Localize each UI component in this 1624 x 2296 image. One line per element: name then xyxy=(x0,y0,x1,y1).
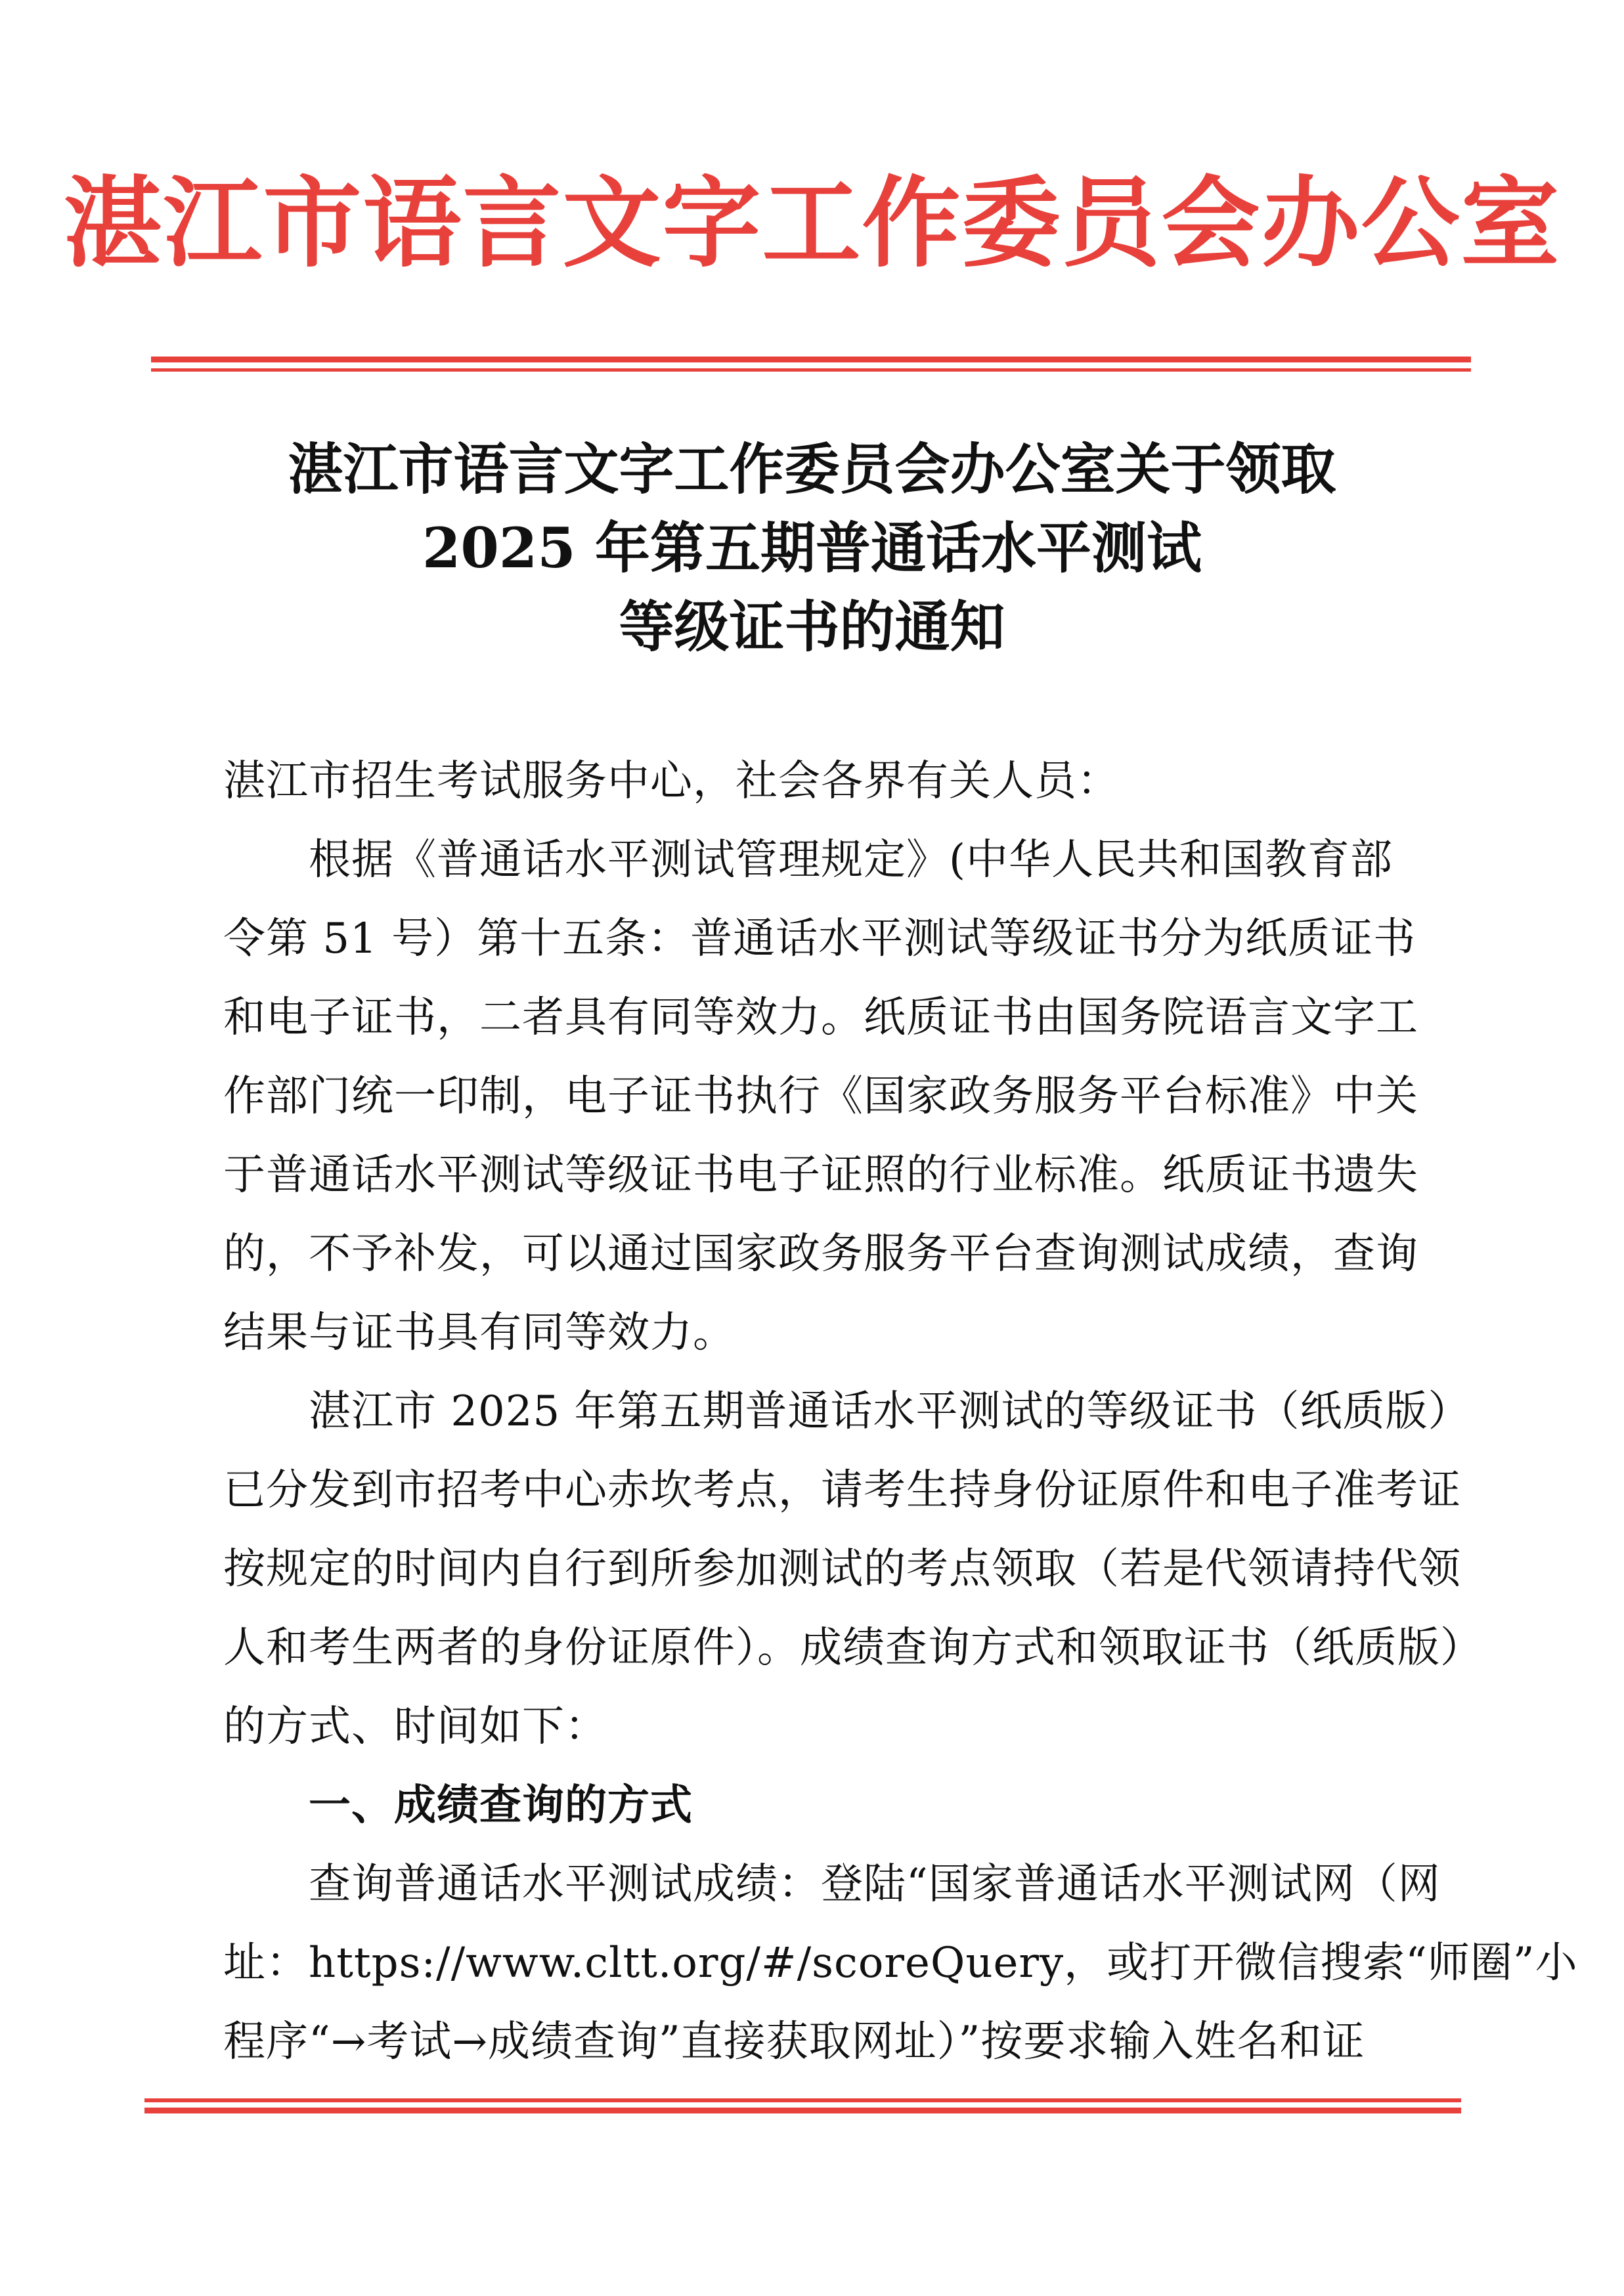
paragraph-line: 作部门统一印制，电子证书执行《国家政务服务平台标准》中关 xyxy=(223,1072,1418,1121)
paragraph-line: 址：https://www.cltt.org/#/scoreQuery，或打开微信搜索“师圈”小 xyxy=(223,1939,1578,1987)
paragraph-line: 湛江市 2025 年第五期普通话水平测试的等级证书（纸质版） xyxy=(309,1387,1471,1436)
document-title xyxy=(0,430,1624,666)
paragraph-line: 查询普通话水平测试成绩：登陆“国家普通话水平测试网（网 xyxy=(309,1860,1441,1909)
title-line-3: 等级证书的通知 xyxy=(619,594,1005,659)
header-divider-bottom xyxy=(151,368,1471,372)
paragraph-line: 的，不予补发，可以通过国家政务服务平台查询测试成绩，查询 xyxy=(223,1230,1418,1278)
document-body xyxy=(223,742,1578,2081)
paragraph-line: 根据《普通话水平测试管理规定》(中华人民共和国教育部 xyxy=(309,836,1393,884)
footer-divider-top xyxy=(144,2098,1461,2102)
section-heading: 一、成绩查询的方式 xyxy=(309,1781,693,1830)
paragraph-line: 的方式、时间如下： xyxy=(223,1702,607,1751)
paragraph-line: 人和考生两者的身份证原件）。成绩查询方式和领取证书（纸质版） xyxy=(223,1624,1483,1672)
paragraph-line: 和电子证书，二者具有同等效力。纸质证书由国务院语言文字工 xyxy=(223,993,1418,1042)
salutation: 湛江市招生考试服务中心，社会各界有关人员： xyxy=(223,757,1120,806)
paragraph-line: 于普通话水平测试等级证书电子证照的行业标准。纸质证书遗失 xyxy=(223,1151,1418,1200)
title-line-1: 湛江市语言文字工作委员会办公室关于领取 xyxy=(288,437,1336,502)
paragraph-line: 程序“→考试→成绩查询”直接获取网址）”按要求输入姓名和证 xyxy=(223,2018,1365,2066)
title-line-2: 2025 年第五期普通话水平测试 xyxy=(422,515,1202,580)
paragraph-line: 令第 51 号）第十五条：普通话水平测试等级证书分为纸质证书 xyxy=(223,915,1416,963)
paragraph-line: 已分发到市招考中心赤坎考点，请考生持身份证原件和电子准考证 xyxy=(223,1466,1461,1515)
header-divider-top xyxy=(151,357,1471,362)
org-letterhead: 湛江市语言文字工作委员会办公室 xyxy=(63,165,1561,281)
footer-divider-bottom xyxy=(144,2108,1461,2113)
paragraph-line: 按规定的时间内自行到所参加测试的考点领取（若是代领请持代领 xyxy=(223,1545,1461,1593)
paragraph-line: 结果与证书具有同等效力。 xyxy=(223,1309,735,1357)
